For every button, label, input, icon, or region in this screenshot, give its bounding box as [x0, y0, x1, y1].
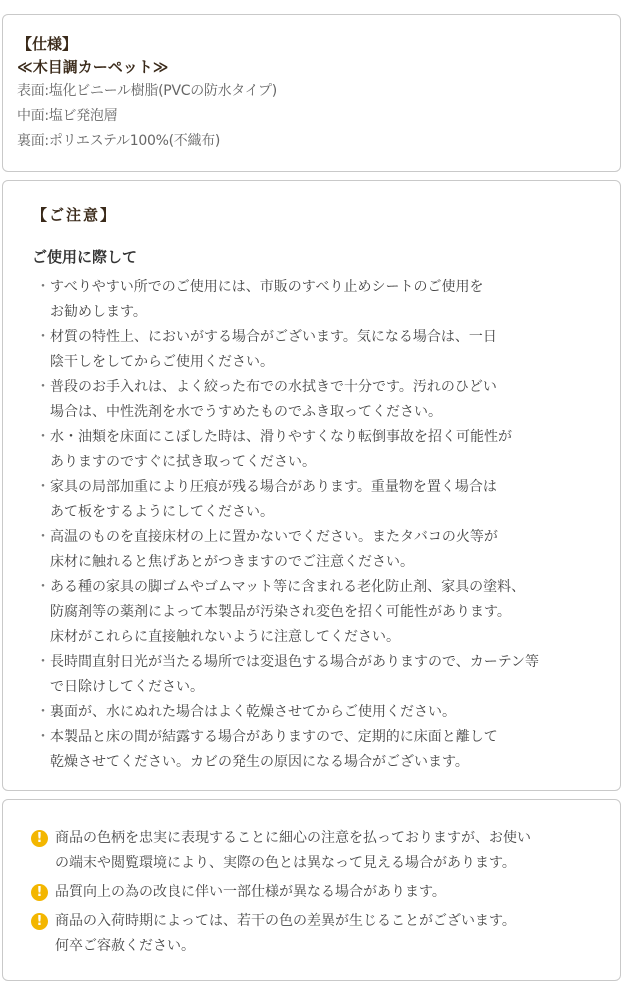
notice-item-line: の端末や閲覧環境により、実際の色とは異なって見える場合があります。: [55, 855, 516, 871]
notice-panel: [2, 799, 621, 981]
caution-subtitle: ご使用に際して: [32, 248, 138, 266]
caution-item-line: 乾燥させてください。カビの発生の原因になる場合がございます。: [50, 754, 469, 770]
caution-panel: [2, 180, 621, 791]
caution-item-line: 床材がこれらに直接触れないように注意してください。: [50, 629, 400, 645]
spec-title: 【仕様】: [17, 35, 78, 53]
notice-list: [31, 826, 620, 959]
caution-item: [32, 700, 620, 725]
caution-list: [32, 275, 620, 775]
caution-item: [32, 425, 620, 475]
caution-item-line: 材質の特性上、においがする場合がございます。気になる場合は、一日: [50, 329, 497, 345]
bullet-dot: ・: [36, 529, 50, 545]
exclamation-icon: !: [31, 830, 48, 847]
caution-item: [32, 525, 620, 575]
notice-item-line: 品質向上の為の改良に伴い一部仕様が異なる場合があります。: [55, 884, 446, 900]
caution-item-line: 場合は、中性洗剤を水でうすめたものでふき取ってください。: [50, 404, 442, 420]
notice-item-line: 商品の色柄を忠実に表現することに細心の注意を払っておりますが、お使い: [55, 830, 531, 846]
caution-item-line: 普段のお手入れは、よく絞った布での水拭きで十分です。汚れのひどい: [50, 379, 497, 395]
caution-item: [32, 275, 620, 325]
caution-item: [32, 725, 620, 775]
bullet-dot: ・: [36, 379, 50, 395]
exclamation-icon: !: [31, 913, 48, 930]
caution-item: [32, 575, 620, 650]
caution-item-line: お勧めします。: [50, 304, 147, 320]
bullet-dot: ・: [36, 429, 50, 445]
caution-item-line: 家具の局部加重により圧痕が残る場合があります。重量物を置く場合は: [50, 479, 497, 495]
bullet-dot: ・: [36, 279, 50, 295]
notice-item: [31, 909, 620, 959]
caution-item: [32, 475, 620, 525]
spec-back: 裏面:ポリエステル100%(不織布): [17, 133, 221, 149]
notice-item: [31, 826, 620, 876]
spec-panel: [2, 14, 621, 172]
caution-item-line: 陰干しをしてからご使用ください。: [50, 354, 274, 370]
spec-middle: 中面:塩ビ発泡層: [17, 108, 118, 124]
notice-item-line: 商品の入荷時期によっては、若干の色の差異が生じることがございます。: [55, 913, 516, 929]
caution-item-line: すべりやすい所でのご使用には、市販のすべり止めシートのご使用を: [50, 279, 484, 295]
caution-item: [32, 375, 620, 425]
bullet-dot: ・: [36, 329, 50, 345]
spec-product-name: ≪木目調カーペット≫: [17, 58, 169, 76]
caution-item-line: ある種の家具の脚ゴムやゴムマット等に含まれる老化防止剤、家具の塗料、: [50, 579, 526, 595]
caution-item-line: 床材に触れると焦げあとがつきますのでご注意ください。: [50, 554, 414, 570]
caution-item: [32, 650, 620, 700]
caution-item-line: ありますのですぐに拭き取ってください。: [50, 454, 316, 470]
caution-item: [32, 325, 620, 375]
exclamation-icon: !: [31, 884, 48, 901]
bullet-dot: ・: [36, 654, 50, 670]
notice-item-line: 何卒ご容赦ください。: [55, 938, 195, 954]
spec-surface: 表面:塩化ビニール樹脂(PVCの防水タイプ): [17, 83, 277, 99]
caution-item-line: 本製品と床の間が結露する場合がありますので、定期的に床面と離して: [50, 729, 498, 745]
notice-item: [31, 880, 620, 905]
bullet-dot: ・: [36, 579, 50, 595]
caution-item-line: 裏面が、水にぬれた場合はよく乾燥させてからご使用ください。: [50, 704, 456, 720]
caution-item-line: 高温のものを直接床材の上に置かないでください。またタバコの火等が: [50, 529, 498, 545]
caution-item-line: 水・油類を床面にこぼした時は、滑りやすくなり転倒事故を招く可能性が: [50, 429, 512, 445]
caution-title: 【ご注意】: [32, 206, 118, 224]
bullet-dot: ・: [36, 704, 50, 720]
caution-item-line: 長時間直射日光が当たる場所では変退色する場合がありますので、カーテン等: [50, 654, 540, 670]
caution-item-line: 防腐剤等の薬剤によって本製品が汚染され変色を招く可能性があります。: [50, 604, 511, 620]
caution-item-line: あて板をするようにしてください。: [50, 504, 274, 520]
caution-item-line: で日除けしてください。: [50, 679, 204, 695]
bullet-dot: ・: [36, 479, 50, 495]
bullet-dot: ・: [36, 729, 50, 745]
